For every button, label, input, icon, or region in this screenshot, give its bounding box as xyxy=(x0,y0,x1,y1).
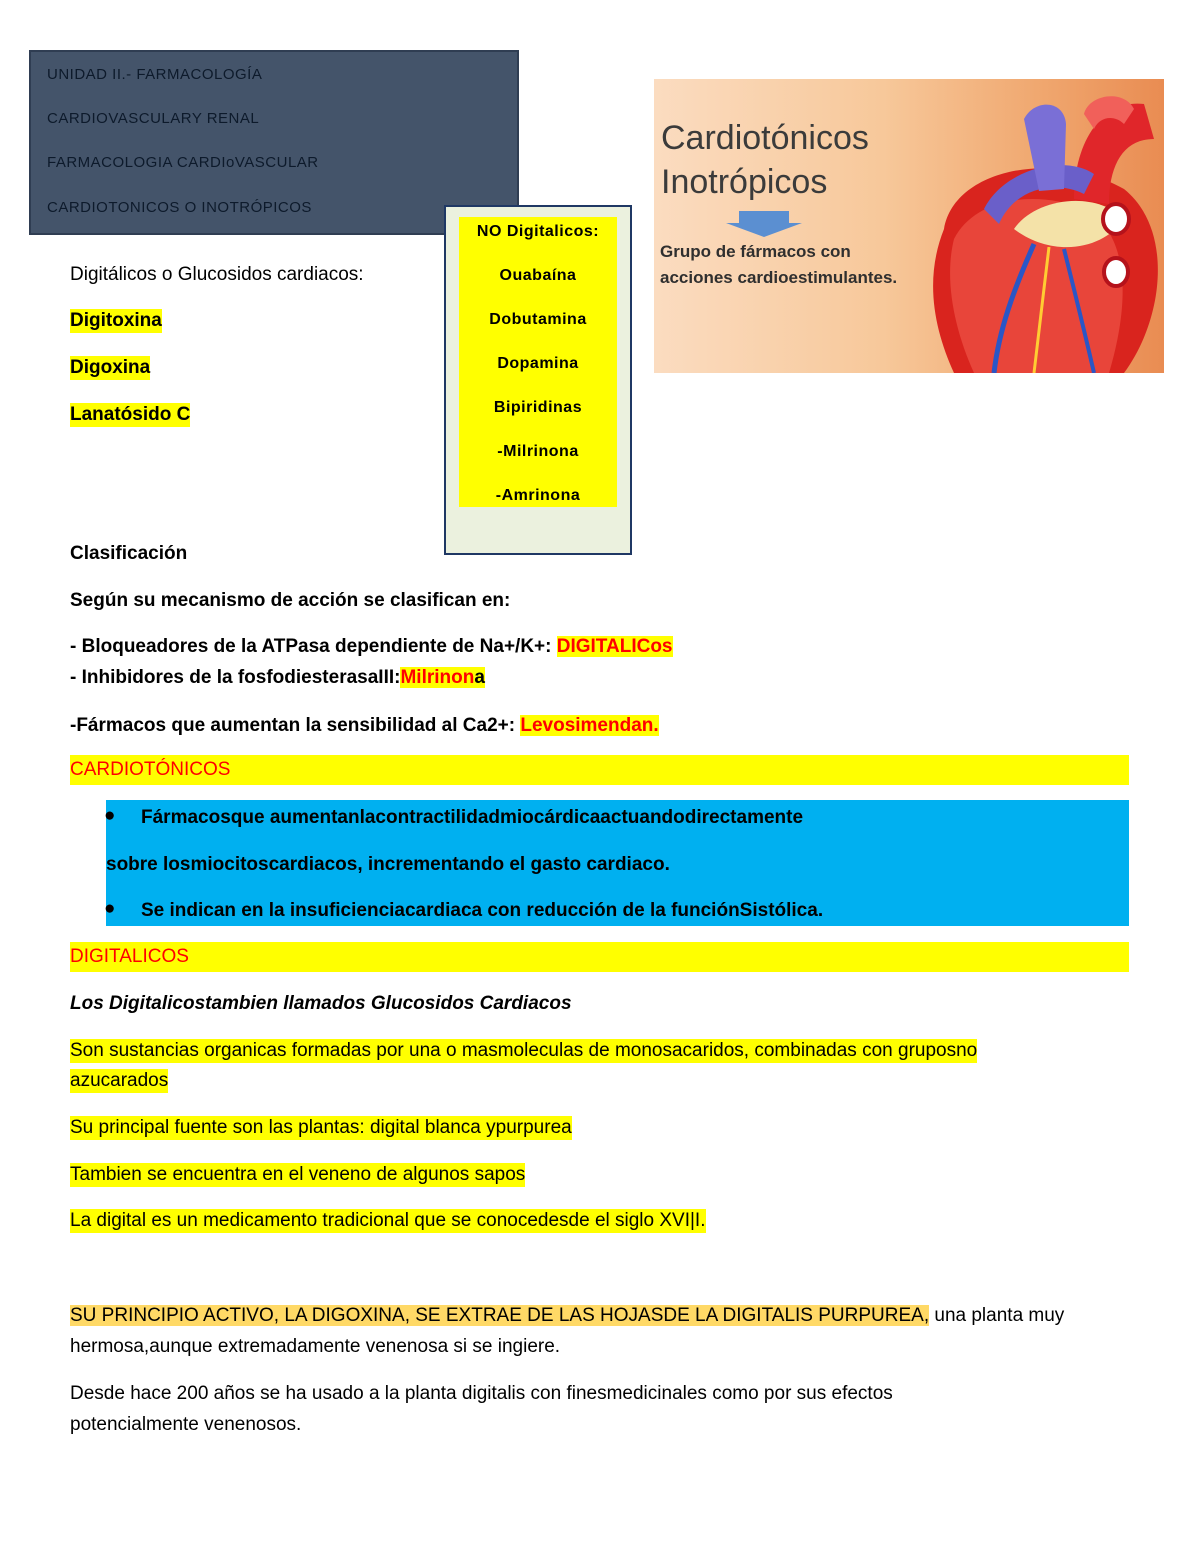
clasificacion-heading: Clasificación xyxy=(70,543,188,564)
cardiotonicos-heading-band xyxy=(70,755,1129,785)
principio-tail: una planta muy xyxy=(929,1305,1065,1326)
no-digitalicos-item: Ouabaína xyxy=(499,267,577,284)
hero-subtitle-line2: acciones cardioestimulantes. xyxy=(660,268,898,287)
no-digitalicos-title: NO Digitalicos: xyxy=(476,223,600,240)
principio-highlight: SU PRINCIPIO ACTIVO, LA DIGOXINA, SE EXTRAE DE LAS HOJASDE LA DIGITALIS PURPUREA, xyxy=(70,1305,930,1326)
digitalicos-para1-line1: Son sustancias organicas formadas por una o masmoleculas de monosacaridos, combinadas con gruposno xyxy=(70,1040,978,1061)
hero-subtitle-line1: Grupo de fármacos con xyxy=(660,242,851,261)
no-digitalicos-item: Bipiridinas xyxy=(493,399,583,416)
hero-title-line1: Cardiotónicos xyxy=(661,119,869,157)
hero-image xyxy=(654,79,1164,373)
digitalicos-item-digitoxina: Digitoxina xyxy=(70,310,162,331)
header-line-cardiotonicos: CARDIOTONICOS O INOTRÓPICOS xyxy=(47,199,312,216)
digitalicos-section-heading: DIGITALICOS xyxy=(70,946,189,967)
digitalicos-para4: La digital es un medicamento tradicional que se conocedesde el siglo XVI|I. xyxy=(70,1210,706,1231)
principio-line2: hermosa,aunque extremadamente venenosa si se ingiere. xyxy=(70,1336,561,1357)
cardiotonicos-bullet1: Fármacosque aumentanlacontractilidadmiocárdicaactuandodirectamente xyxy=(141,807,804,828)
no-digitalicos-item: Dopamina xyxy=(497,355,579,372)
sensibilidad-highlight: Levosimendan. xyxy=(520,715,659,736)
bullet-dot-icon: ● xyxy=(104,805,116,826)
bloqueadores-text: - Bloqueadores de la ATPasa dependiente de Na+/K+: xyxy=(70,636,557,657)
cardiotonicos-bullet1-cont: sobre losmiocitoscardiacos, incrementando el gasto cardiaco. xyxy=(106,854,670,875)
digitalicos-para1-line2: azucarados xyxy=(70,1070,169,1091)
digitalicos-italic-line: Los Digitalicostambien llamados Glucosidos Cardiacos xyxy=(70,993,572,1014)
no-digitalicos-item: -Amrinona xyxy=(495,487,581,504)
no-digitalicos-list xyxy=(459,217,617,507)
cardiotonicos-heading: CARDIOTÓNICOS xyxy=(70,759,231,780)
digitalicos-item-lanatosido: Lanatósido C xyxy=(70,404,191,425)
no-digitalicos-box xyxy=(444,205,632,555)
digitalicos-item-digoxina: Digoxina xyxy=(70,357,151,378)
inhibidores-tail: a xyxy=(474,667,485,688)
no-digitalicos-item: -Milrinona xyxy=(497,443,579,460)
principio-para2-line1: Desde hace 200 años se ha usado a la planta digitalis con finesmedicinales como por sus efectos xyxy=(70,1383,893,1404)
header-line-cardiovascular-renal: CARDIOVASCULARY RENAL xyxy=(47,110,260,127)
no-digitalicos-item: Dobutamina xyxy=(489,311,587,328)
clasificacion-item-sensibilidad xyxy=(70,714,659,738)
clasificacion-item-bloqueadores xyxy=(70,635,673,659)
cardiotonicos-bullet2: Se indican en la insuficienciacardiaca con reducción de la funciónSistólica. xyxy=(141,900,824,921)
digitalicos-heading: Digitálicos o Glucosidos cardiacos: xyxy=(70,264,364,285)
bloqueadores-highlight: DIGITALICos xyxy=(556,636,673,657)
clasificacion-item-inhibidores xyxy=(70,666,485,690)
principio-line1 xyxy=(70,1304,1064,1328)
digitalicos-para3: Tambien se encuentra en el veneno de algunos sapos xyxy=(70,1164,526,1185)
sensibilidad-text: -Fármacos que aumentan la sensibilidad al Ca2+: xyxy=(70,715,521,736)
principio-para2-line2: potencialmente venenosos. xyxy=(70,1414,302,1435)
clasificacion-intro: Según su mecanismo de acción se clasifican en: xyxy=(70,590,511,611)
digitalicos-para2: Su principal fuente son las plantas: digital blanca ypurpurea xyxy=(70,1117,572,1138)
header-line-farmacologia: FARMACOLOGIA CARDIoVASCULAR xyxy=(47,154,319,171)
bullet-dot-icon: ● xyxy=(104,898,116,919)
header-line-unidad: UNIDAD II.- FARMACOLOGÍA xyxy=(47,66,263,83)
inhibidores-highlight: Milrinon xyxy=(400,667,475,688)
hero-title-line2: Inotrópicos xyxy=(661,163,828,201)
digitalicos-heading-band xyxy=(70,942,1129,972)
inhibidores-text: - Inhibidores de la fosfodiesterasaIII: xyxy=(70,667,401,688)
